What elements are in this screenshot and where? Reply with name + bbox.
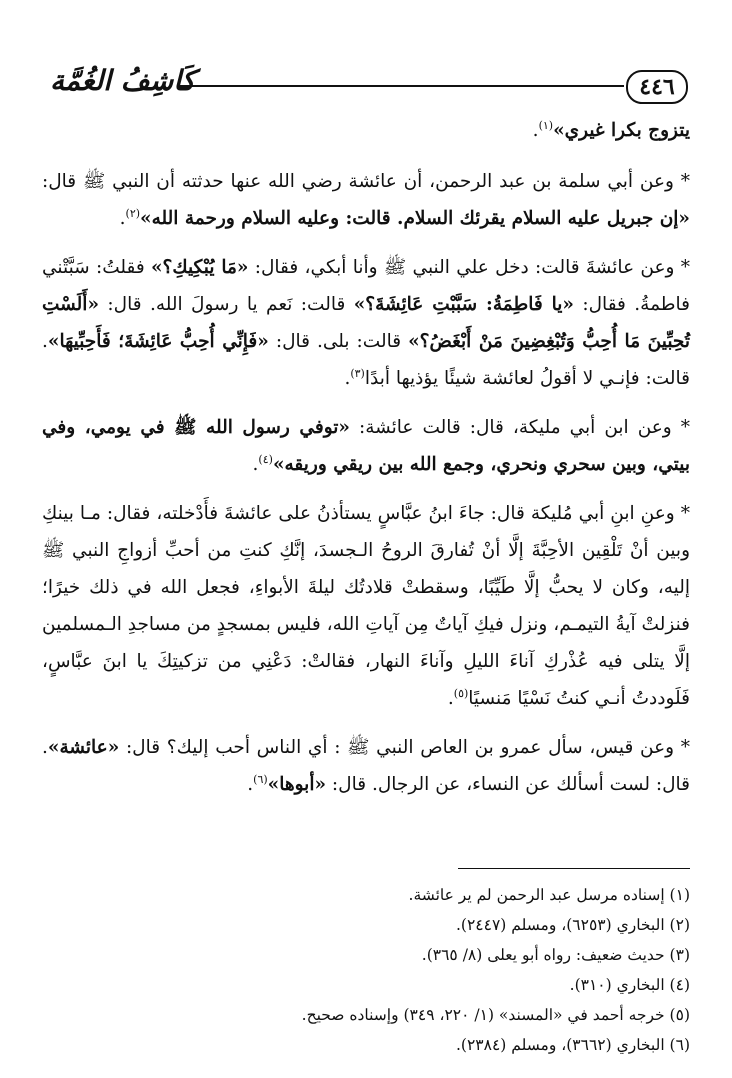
footnote-reference: (٥) <box>453 686 469 700</box>
footnote: (٢) البخاري (٦٢٥٣)، ومسلم (٢٤٤٧). <box>455 916 690 934</box>
footnote: (٣) حديث ضعيف: رواه أبو يعلى (٨/ ٣٦٥). <box>421 946 690 964</box>
footnote-reference: (٢) <box>125 206 141 220</box>
hadith-quote: «فَإِنِّي أُحِبُّ عَائِشَةَ؛ فَأَحِبِّيهَا» <box>47 331 269 352</box>
hadith-quote: «عائشة» <box>47 737 120 758</box>
footnote: (٤) البخاري (٣١٠). <box>569 976 690 994</box>
paragraph-text: . <box>247 774 254 795</box>
paragraph <box>42 112 690 149</box>
paragraph <box>42 409 690 483</box>
footnote-separator <box>458 868 690 869</box>
hadith-quote: «يا فَاطِمَةُ: سَبَّبْتِ عَائِشَةَ؟» <box>353 294 574 315</box>
footnote: (٦) البخاري (٣٦٦٢)، ومسلم (٢٣٨٤). <box>455 1036 690 1054</box>
hadith-quote: «أبوها» <box>267 774 327 795</box>
hadith-quote: «توفي رسول الله ﷺ في يومي، وفي بيتي، وبين سحري ونحري، وجمع الله بين ريقي وريقه» <box>42 417 690 475</box>
paragraph <box>42 163 690 237</box>
paragraph-text: . <box>447 688 454 709</box>
header-rule <box>180 85 624 87</box>
footnotes <box>42 880 690 1060</box>
paragraph-text: فقلتُ: سَبَّتْني فاطمةُ. فقال: <box>42 257 690 315</box>
paragraph-text: * وعن ابن أبي مليكة، قال: قالت عائشة: <box>349 417 690 438</box>
footnote: (١) إسناده مرسل عبد الرحمن لم ير عائشة. <box>408 886 690 904</box>
paragraph <box>42 249 690 397</box>
paragraph-text: . <box>344 368 351 389</box>
paragraph-text: * وعن عائشةَ قالت: دخل علي النبي ﷺ وأنا أبكي، فقال: <box>248 257 690 278</box>
main-text <box>42 112 690 815</box>
paragraph-text: . <box>119 208 126 229</box>
footnote-reference: (٤) <box>258 452 273 466</box>
footnote-reference: (٣) <box>350 366 365 380</box>
paragraph-text: . <box>252 454 259 475</box>
hadith-quote: «أَلَسْتِ تُحِبِّينَ مَا أُحِبُّ وَتُبْغِضِينَ مَنْ أَبْغَضُ؟» <box>42 294 690 352</box>
paragraph-text: . <box>532 120 539 141</box>
paragraph-text: قالت: نَعم يا رسولَ الله. قال: <box>99 294 354 315</box>
paragraph-text: . قال: لست أسألك عن النساء، عن الرجال. قال: <box>42 737 690 795</box>
hadith-quote: يتزوج بكرا غيري» <box>553 120 690 141</box>
paragraph-text: قالت: بلى. قال: <box>268 331 409 352</box>
page-number: ٤٤٦ <box>626 70 688 104</box>
hadith-quote: «إن جبريل عليه السلام يقرئك السلام. قالت: وعليه السلام ورحمة الله» <box>140 208 690 229</box>
paragraph-text: . قالت: فإنـي لا أقولُ لعائشة شيئًا يؤذيها أبدًا <box>42 331 690 389</box>
paragraph-text: * وعن أبي سلمة بن عبد الرحمن، أن عائشة رضي الله عنها حدثته أن النبي ﷺ قال: <box>42 171 690 192</box>
footnote: (٥) خرجه أحمد في «المسند» (١/ ٢٢٠، ٣٤٩) وإسناده صحيح. <box>301 1006 690 1024</box>
hadith-quote: «مَا يُبْكِيكِ؟» <box>150 257 249 278</box>
paragraph <box>42 729 690 803</box>
page-header <box>40 58 690 108</box>
footnote-reference: (١) <box>538 118 554 132</box>
footnote-reference: (٦) <box>253 772 268 786</box>
paragraph-text: * وعنِ ابنِ أبي مُليكة قال: جاءَ ابنُ عبَّاسٍ يستأذنُ على عائشةَ فأَدْخلته، فقال: مـا بينكِ وبين أنْ تَلْقِين الأحِبَّةَ إلَّا أنْ تُفارقَ الروحُ الـجسدَ، إنَّكِ كنتِ من أحبِّ أزواجِ النبي ﷺ إليه، وكان لا يحبُّ إلَّا طَيِّبًا، وسقطتْ قلادتُك ليلةَ الأبواءِ، فجعل الله في ذلك خيرًا؛ فنزلتْ آيةُ التيمـم، ونزل فيكِ آياتٌ مِن آياتِ الله، فليس بمسجدٍ من مساجدِ الـمسلمين إلَّا يتلى فيه عُذْركِ آناءَ الليلِ وآناءَ النهار، فقالتْ: دَعْنِي من تزكيتِكَ يا ابنَ عبَّاسٍ، فَلَوددتُ أنـي كنتُ نَسْيًا مَنسيًا <box>42 503 690 709</box>
paragraph <box>42 495 690 717</box>
book-title: كَاشِفُ الغُمَّة <box>50 64 196 97</box>
paragraph-text: * وعن قيس، سأل عمرو بن العاص النبي ﷺ : أي الناس أحب إليك؟ قال: <box>119 737 690 758</box>
